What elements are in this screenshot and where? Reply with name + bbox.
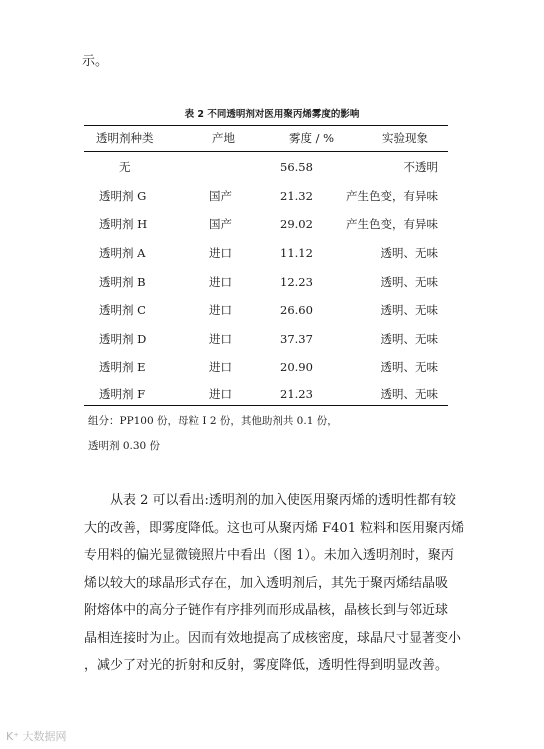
cell-agent: 透明剂 F [99, 387, 146, 401]
cell-origin: 进口 [209, 360, 232, 374]
table-row [84, 300, 448, 320]
table-header-rule [84, 151, 448, 152]
cell-origin: 进口 [209, 275, 232, 289]
table-note-line-1: 组分：PP100 份，母粒 I 2 份，其他助剂共 0.1 份， [88, 415, 338, 427]
table-top-rule [84, 125, 448, 126]
table-row [84, 157, 448, 177]
cell-phenomenon: 透明、无味 [380, 303, 438, 317]
cell-origin: 进口 [209, 332, 232, 346]
cell-agent: 透明剂 D [99, 332, 147, 346]
paragraph-line: 烯以较大的球晶形式存在，加入透明剂后，其先于聚丙烯结晶吸 [84, 575, 449, 591]
cell-agent: 无 [119, 160, 131, 174]
header-phenomenon: 实验现象 [382, 131, 428, 145]
table-row [84, 214, 448, 234]
cell-haze: 11.12 [280, 246, 313, 260]
header-origin: 产地 [212, 131, 235, 145]
cell-agent: 透明剂 G [99, 189, 147, 203]
cell-haze: 56.58 [280, 160, 313, 174]
cell-agent: 透明剂 E [99, 360, 146, 374]
table-row [84, 357, 448, 377]
cell-haze: 37.37 [280, 332, 313, 346]
cell-haze: 26.60 [280, 303, 313, 317]
table-row [84, 186, 448, 206]
cell-origin: 国产 [209, 189, 232, 203]
cell-phenomenon: 透明、无味 [380, 275, 438, 289]
table-bottom-rule [84, 405, 448, 406]
cell-haze: 12.23 [280, 275, 313, 289]
table-header-row [84, 128, 448, 148]
cell-agent: 透明剂 A [99, 246, 146, 260]
table-row [84, 329, 448, 349]
cell-agent: 透明剂 H [99, 217, 148, 231]
table-row [84, 272, 448, 292]
header-agent: 透明剂种类 [96, 131, 154, 145]
header-haze: 雾度 / % [289, 131, 335, 145]
paragraph-line: 专用料的偏光显微镜照片中看出（图 1）。未加入透明剂时，聚丙 [84, 548, 454, 563]
paragraph-line: 大的改善，即雾度降低。这也可从聚丙烯 F401 粒料和医用聚丙烯 [84, 520, 465, 536]
cell-phenomenon: 透明、无味 [380, 360, 438, 374]
table-row [84, 243, 448, 263]
cell-phenomenon: 产生色变，有异味 [346, 189, 438, 203]
watermark: K⁺ 大数据网 [6, 730, 67, 743]
paragraph-line: 附熔体中的高分子链作有序排列而形成晶核，晶核长到与邻近球 [84, 603, 449, 618]
lead-text: 示。 [82, 54, 109, 69]
cell-agent: 透明剂 C [99, 303, 146, 317]
cell-agent: 透明剂 B [99, 275, 146, 289]
cell-phenomenon: 产生色变，有异味 [346, 217, 438, 231]
cell-origin: 国产 [209, 217, 232, 231]
cell-haze: 21.23 [280, 387, 313, 401]
paragraph-line: 晶相连接时为止。因而有效地提高了成核密度，球晶尺寸显著变小 [84, 630, 462, 646]
cell-phenomenon: 透明、无味 [380, 387, 438, 401]
table-note-line-2: 透明剂 0.30 份 [88, 440, 161, 452]
cell-phenomenon: 透明、无味 [380, 332, 438, 346]
cell-phenomenon: 透明、无味 [380, 246, 438, 260]
body-paragraph [84, 487, 465, 680]
cell-haze: 29.02 [280, 217, 313, 231]
cell-haze: 21.32 [280, 189, 313, 203]
table-row [84, 384, 448, 404]
table-caption: 表 2 不同透明剂对医用聚丙烯雾度的影响 [184, 109, 360, 120]
cell-haze: 20.90 [280, 360, 313, 374]
cell-origin: 进口 [209, 387, 232, 401]
paragraph-line: ，减少了对光的折射和反射，雾度降低，透明性得到明显改善。 [84, 658, 449, 673]
cell-origin: 进口 [209, 246, 232, 260]
cell-phenomenon: 不透明 [403, 160, 438, 174]
cell-origin: 进口 [209, 303, 232, 317]
paragraph-line: 从表 2 可以看出:透明剂的加入使医用聚丙烯的透明性都有较 [110, 493, 456, 508]
